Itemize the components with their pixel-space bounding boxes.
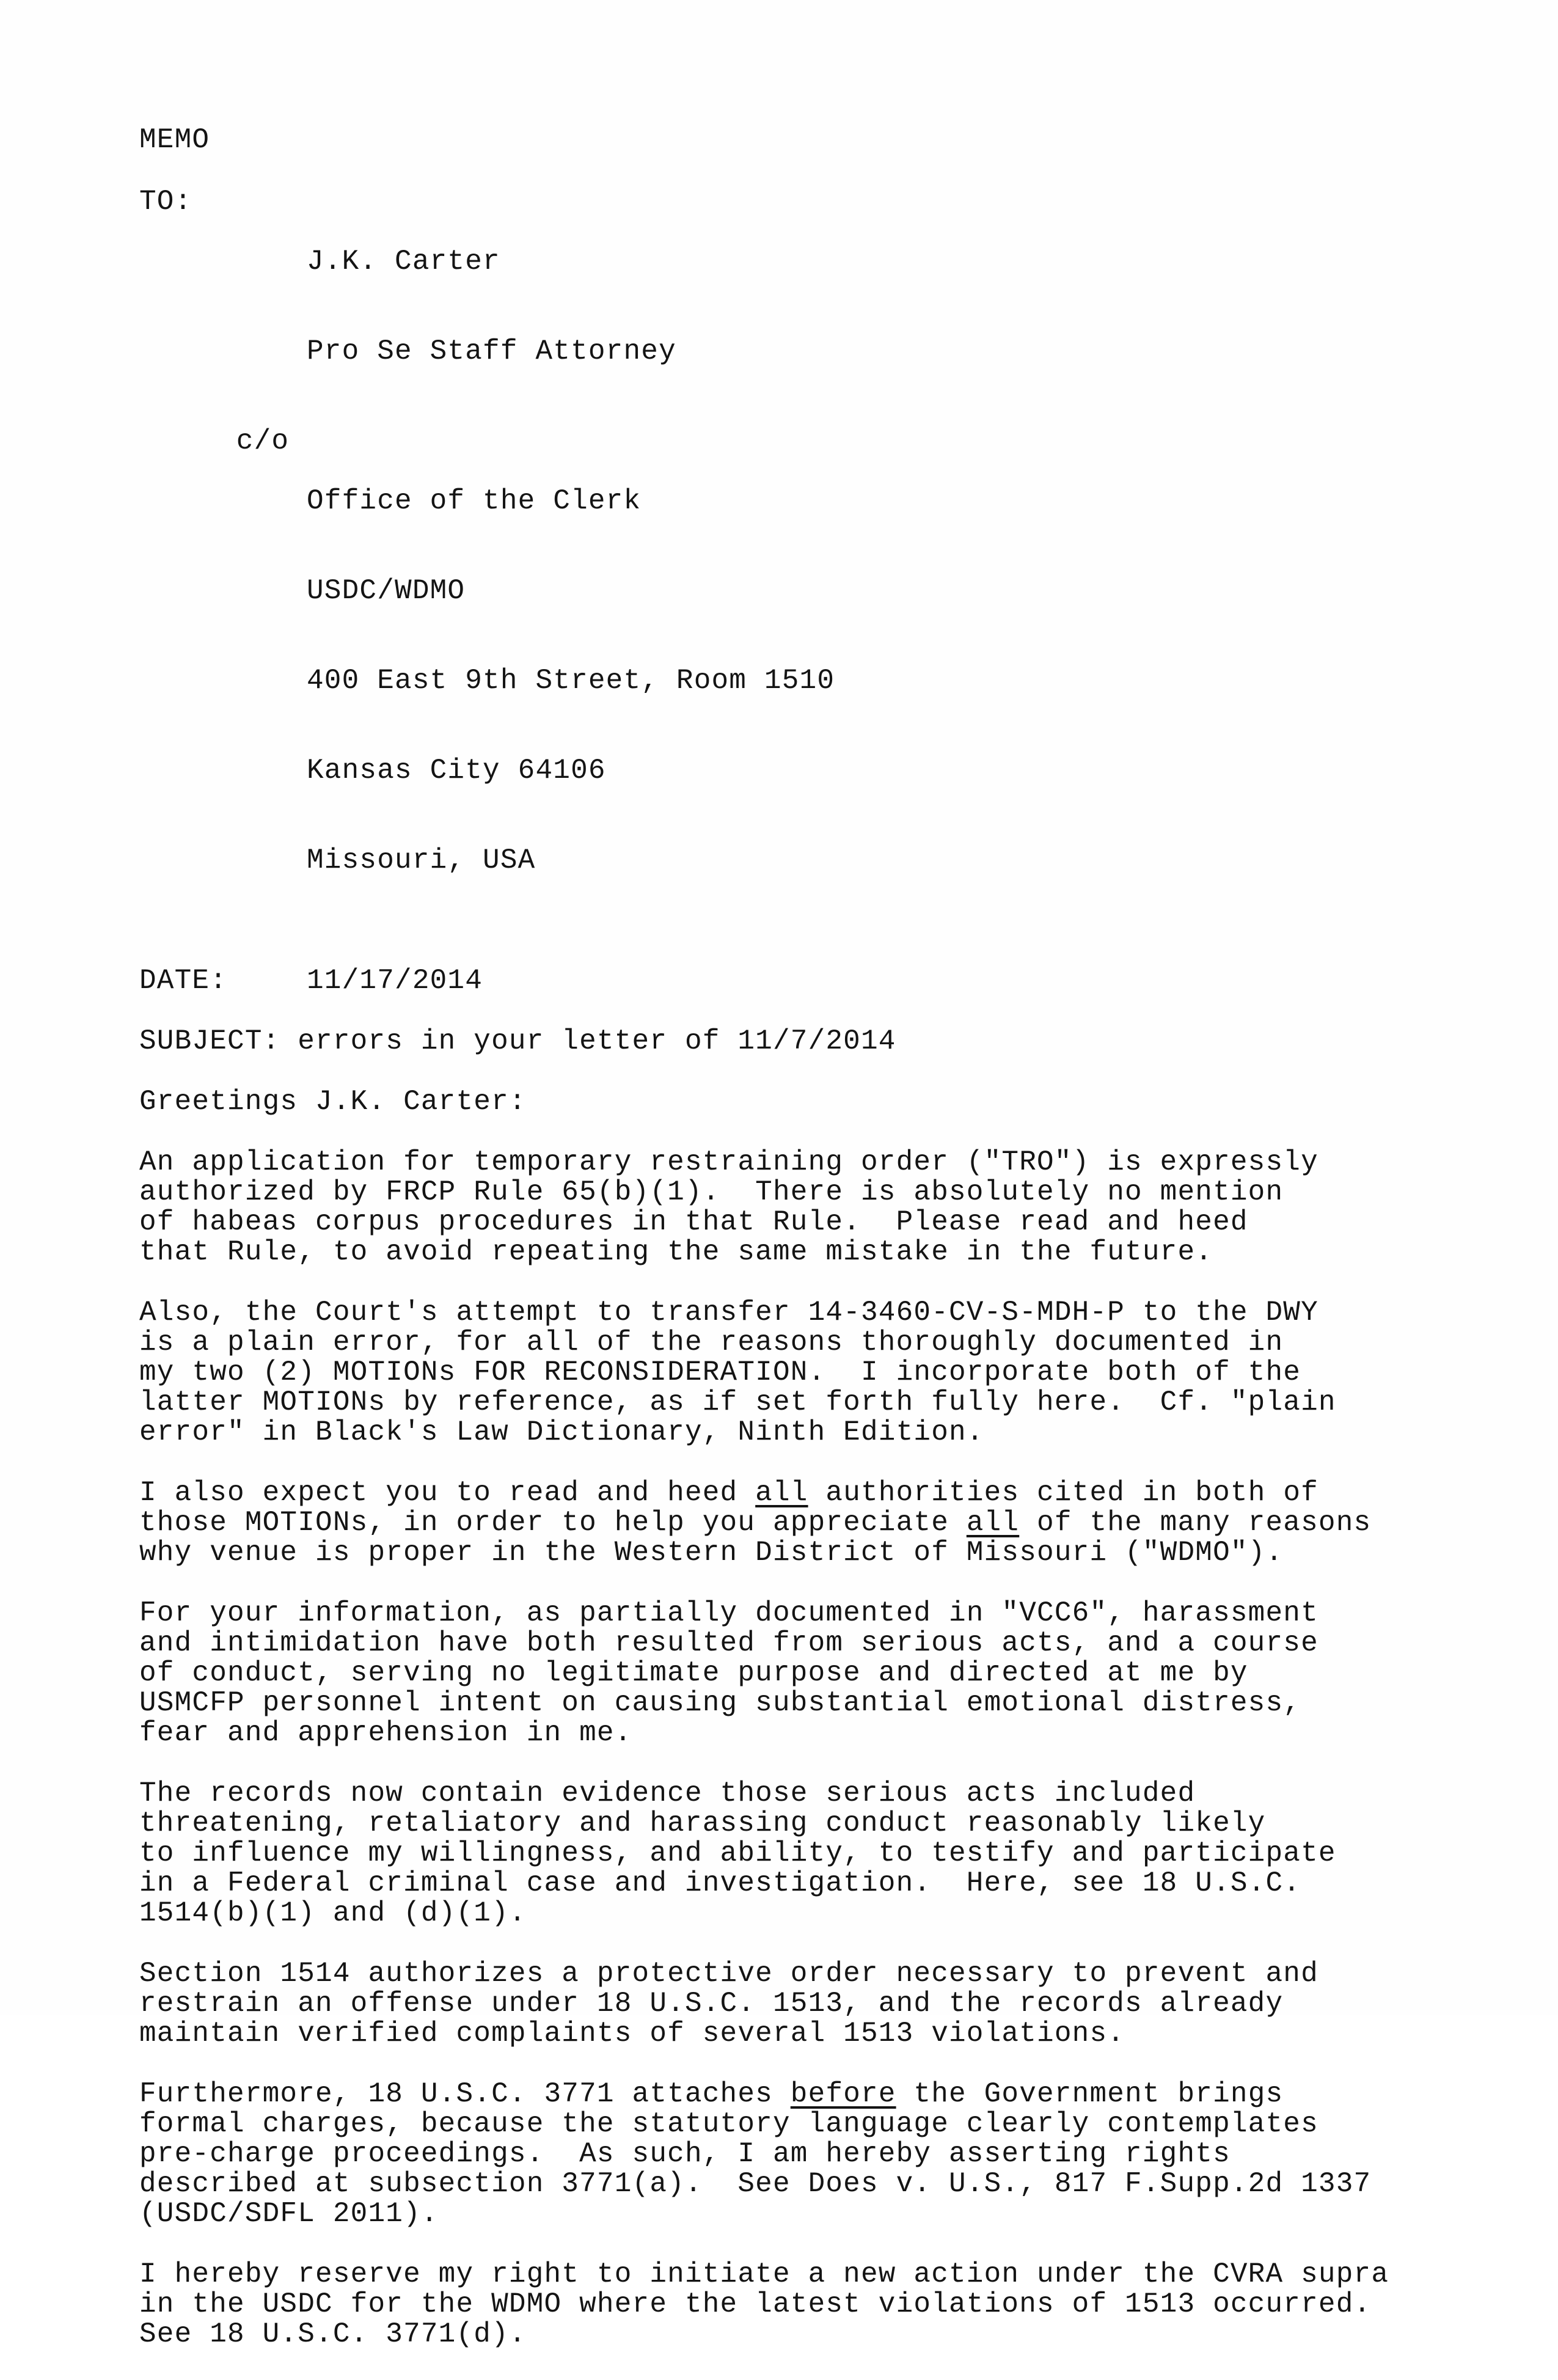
address-line: Missouri, USA (307, 844, 536, 876)
to-label: TO: (139, 186, 192, 218)
care-of-row (139, 427, 1453, 936)
memo-heading: MEMO (139, 124, 210, 156)
care-of-address (307, 427, 835, 936)
address-line: USDC/WDMO (307, 575, 466, 607)
to-recipient-lines (307, 187, 676, 427)
text-run: of the many reasons why venue is proper in the Western District of Missouri ("WDMO"). (139, 1507, 1372, 1569)
text-run: the Government brings formal charges, because the statutory language clearly contemplates pre-charge proceedings. As such, I am hereby asserting rights described at subsection 3771(a). See Does v. U.S., 817 F.Supp.2d 1337 (USDC/SDFL 2011). (139, 2078, 1372, 2230)
date-label: DATE: (139, 965, 228, 997)
paragraph-reservation: I hereby reserve my right to initiate a new action under the CVRA supra in the USDC for the WDMO where the latest violations of 1513 occurred. See 18 U.S.C. 3771(d). (139, 2258, 1389, 2350)
paragraph-tro: An application for temporary restraining order ("TRO") is expressly authorized by FRCP Rule 65(b)(1). There is absolutely no mention of habeas corpus procedures in that Rule. Please read and heed that Rule, to avoid repeating the same mistake in the future. (139, 1146, 1318, 1268)
paragraph-harassment: For your information, as partially documented in "VCC6", harassment and intimidation have both resulted from serious acts, and a course of conduct, serving no legitimate purpose and directed at me by USMCFP personnel intent on causing substantial emotional distress, fear and apprehension in me. (139, 1597, 1318, 1749)
greeting: Greetings J.K. Carter: (139, 1086, 527, 1118)
underlined-word: all (755, 1477, 808, 1509)
address-line: 400 East 9th Street, Room 1510 (307, 665, 835, 697)
care-of-label: c/o (236, 425, 307, 457)
subject-label: SUBJECT: (139, 1025, 280, 1057)
date-row (139, 966, 1453, 996)
paragraph-section-1514: Section 1514 authorizes a protective order necessary to prevent and restrain an offense under 18 U.S.C. 1513, and the records already maintain verified complaints of several 1513 violations. (139, 1958, 1318, 2049)
text-run: I also expect you to read and heed (139, 1477, 756, 1509)
to-line: J.K. Carter (307, 246, 500, 277)
to-block (139, 187, 1453, 936)
underlined-word: all (966, 1507, 1020, 1539)
subject-value: errors in your letter of 11/7/2014 (280, 1025, 896, 1057)
text-run: authorities cited in both of those MOTIONs, in order to help you appreciate (139, 1477, 1318, 1539)
paragraph-section-3771 (139, 2079, 1453, 2229)
to-line: Pro Se Staff Attorney (307, 335, 676, 367)
address-line: Kansas City 64106 (307, 755, 606, 786)
address-line: Office of the Clerk (307, 485, 642, 517)
memo-body (139, 125, 1453, 2380)
subject-row (139, 1027, 1453, 1056)
date-value: 11/17/2014 (307, 965, 483, 997)
text-run: Furthermore, 18 U.S.C. 3771 attaches (139, 2078, 791, 2110)
paragraph-records: The records now contain evidence those serious acts included threatening, retaliatory and harassing conduct reasonably likely to influence my willingness, and ability, to testify and participate in a Federal criminal case and investigation. Here, see 18 U.S.C. 1514(b)(1) and (d)(1). (139, 1778, 1336, 1929)
to-row (139, 187, 1453, 427)
paragraph-transfer-error: Also, the Court's attempt to transfer 14-3460-CV-S-MDH-P to the DWY is a plain error, for all of the reasons thoroughly documented in my two (2) MOTIONs FOR RECONSIDERATION. I incorporate both of the latter MOTIONs by reference, as if set forth fully here. Cf. "plain error" in Black's Law Dictionary, Ninth Edition. (139, 1297, 1336, 1448)
paragraph-authorities (139, 1478, 1453, 1568)
underlined-word: before (790, 2078, 896, 2110)
